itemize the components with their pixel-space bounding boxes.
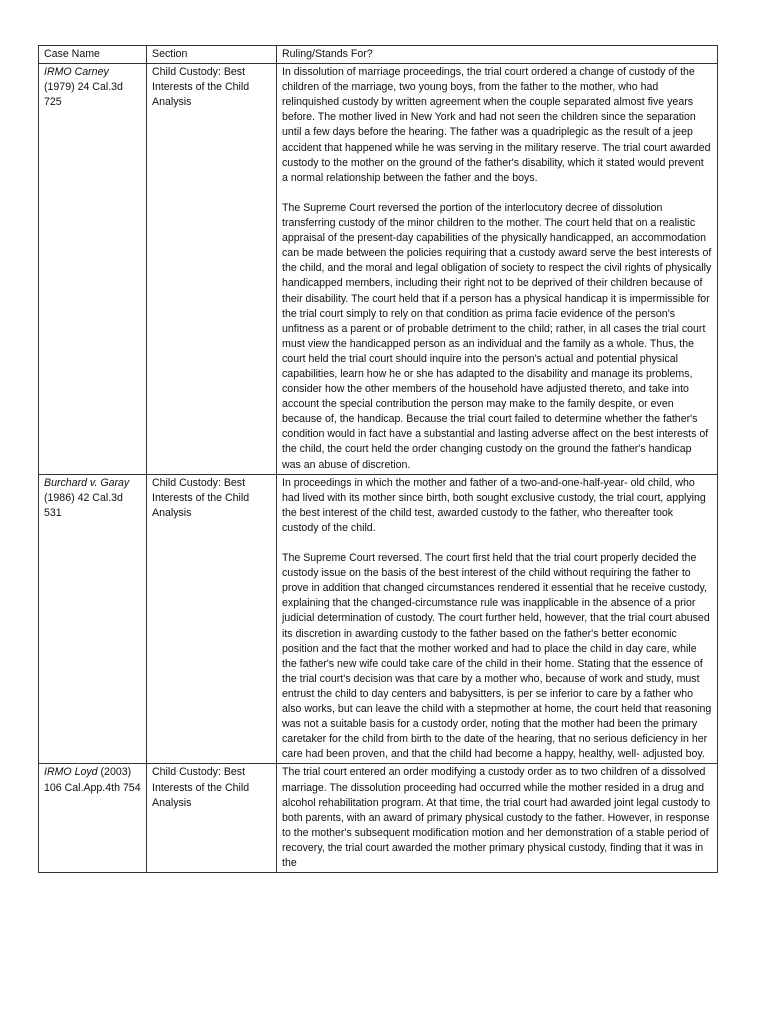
ruling-paragraph: In proceedings in which the mother and father of a two-and-one-half-year- old child, who had lived with its mother since birth, both sought exclusive custody, the trial court, applying the best interest of the child test, awarded custody to the father, who thereafter took custody of the child.	[282, 476, 706, 534]
case-table	[38, 45, 718, 873]
ruling-cell	[277, 764, 718, 873]
section-cell: Child Custody: Best Interests of the Child Analysis	[147, 764, 277, 873]
case-name-cell	[39, 474, 147, 764]
section-cell: Child Custody: Best Interests of the Child Analysis	[147, 64, 277, 475]
case-citation: (1979) 24 Cal.3d 725	[44, 81, 123, 109]
table-row	[39, 64, 718, 475]
case-citation: (1986) 42 Cal.3d 531	[44, 491, 123, 519]
ruling-paragraph: The trial court entered an order modifying a custody order as to two children of a dissolved marriage. The dissolution proceeding had occurred while the mother resided in a drug and alcohol rehabilitation program. At that time, the trial court had awarded joint legal custody to both parents, with an award of primary physical custody to the father. However, in response to the mother's subsequent modification motion and her demonstration of a stable period of recovery, the trial court awarded the mother primary physical custody, finding that it was in the	[282, 766, 711, 869]
section-cell: Child Custody: Best Interests of the Child Analysis	[147, 474, 277, 764]
header-ruling: Ruling/Stands For?	[277, 46, 718, 64]
header-row	[39, 46, 718, 64]
table-row	[39, 764, 718, 873]
ruling-paragraph: In dissolution of marriage proceedings, the trial court ordered a change of custody of the children of the marriage, two young boys, from the father to the mother, who had relinquished custody by written agreement when the couple separated almost five years before. The mother lived in New York and had not seen the children since the separation until a few days before the hearing. The father was a quadriplegic as the result of a jeep accident that happened while he was serving in the military reserve. The trial court awarded custody to the mother on the ground of the father's disability, which it stated would prevent a normal relationship between the father and the boys.	[282, 66, 711, 184]
ruling-cell	[277, 64, 718, 475]
case-name: IRMO Loyd	[44, 766, 98, 779]
ruling-paragraph: The Supreme Court reversed. The court first held that the trial court properly decided the custody issue on the basis of the best interest of the child without requiring the father to prove in addition that changed circumstances rendered it essential that he receive custody, explaining that the changed-circumstance rule was inapplicable in the absence of a prior judicial determination of custody. The court further held, however, that the trial court abused its discretion in awarding custody to the father based on the father's better economic position and the fact that the mother worked and had to place the child in day care, while the father's new wife could take care of the child in their home. Stating that the essence of the trial court's decision was that care by a mother who, because of work and study, must entrust the child to day centers and babysitters, is per se inferior to care by a father who also works, but can leave the child with a stepmother at home, the court held that reasoning was not a suitable basis for a custody order, noting that the mother had been the primary caretaker for the child from birth to the date of the hearing, that no serious deficiency in her care had been proven, and that the child had become a happy, healthy, well- adjusted boy.	[282, 552, 712, 761]
table-row	[39, 474, 718, 764]
header-case-name: Case Name	[39, 46, 147, 64]
case-name: Burchard v. Garay	[44, 476, 130, 489]
ruling-cell	[277, 474, 718, 764]
case-name: IRMO Carney	[44, 66, 109, 79]
header-section: Section	[147, 46, 277, 64]
case-citation: (2003) 106 Cal.App.4th 754	[44, 766, 141, 794]
case-name-cell	[39, 764, 147, 873]
case-name-cell	[39, 64, 147, 475]
ruling-paragraph: The Supreme Court reversed the portion of the interlocutory decree of dissolution transferring custody of the minor children to the mother. The court held that on a realistic appraisal of the present-day capabilities of the physically handicapped, an accommodation can be made between the policies requiring that a custody award serve the best interests of the child, and the moral and legal obligation of society to respect the civil rights of physically handicapped members, including their right not to be deprived of their children because of their disability. The court held that if a person has a physical handicap it is impermissible for the trial court simply to rely on that condition as prima facie evidence of the person's unfitness as a parent or of probable detriment to the child; rather, in all cases the trial court must view the handicapped person as an individual and the family as a whole. Thus, the court held the trial court should inquire into the person's actual and potential physical capabilities, learn how he or she has adapted to the disability and manage its problems, consider how the other members of the household have adjusted thereto, and take into account the special contribution the person may make to the family despite, or even because of, the handicap. Because the trial court failed to determine whether the father's condition would in fact have a substantial and lasting adverse affect on the best interests of the child, the court held the order changing custody on the ground the father's handicap was an abuse of discretion.	[282, 201, 712, 471]
